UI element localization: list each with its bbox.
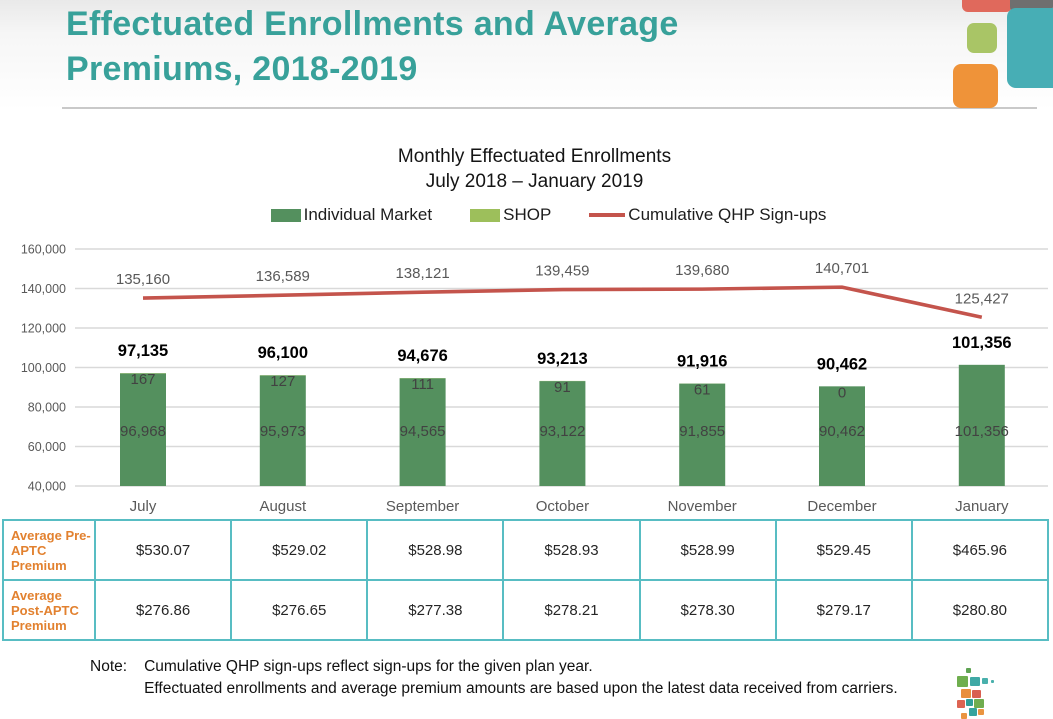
shop-swatch-icon bbox=[470, 209, 500, 222]
shop-value-label: 91 bbox=[554, 378, 571, 396]
x-axis-label: November bbox=[667, 498, 737, 515]
premium-table bbox=[2, 519, 1049, 641]
bar-total-label: 96,100 bbox=[257, 344, 309, 363]
page-title-line1: Effectuated Enrollments and Average bbox=[66, 5, 679, 43]
row-header-post-aptc: Average Post-APTC Premium bbox=[3, 580, 95, 640]
decor-square bbox=[966, 699, 973, 706]
pre-aptc-september: $528.98 bbox=[367, 520, 503, 580]
line-value-label: 140,701 bbox=[814, 260, 870, 278]
decor-square bbox=[982, 678, 988, 684]
decor-square bbox=[974, 699, 984, 708]
pre-aptc-july: $530.07 bbox=[95, 520, 231, 580]
pre-aptc-august: $529.02 bbox=[231, 520, 367, 580]
chart-legend bbox=[22, 205, 1053, 225]
decor-square bbox=[961, 689, 971, 698]
y-axis-tick: 40,000 bbox=[27, 479, 66, 494]
decor-square bbox=[957, 676, 968, 687]
y-axis-tick: 100,000 bbox=[20, 361, 66, 375]
decor-square bbox=[953, 64, 998, 108]
post-aptc-december: $279.17 bbox=[776, 580, 912, 640]
individual-market-value-label: 91,855 bbox=[679, 423, 726, 440]
title-underline bbox=[62, 107, 1037, 109]
pre-aptc-december: $529.45 bbox=[776, 520, 912, 580]
y-axis-tick: 160,000 bbox=[20, 242, 66, 257]
post-aptc-september: $277.38 bbox=[367, 580, 503, 640]
shop-value-label: 167 bbox=[130, 371, 156, 389]
line-value-label: 125,427 bbox=[954, 290, 1009, 308]
footnote-text bbox=[144, 656, 898, 700]
bar-total-label: 97,135 bbox=[117, 342, 169, 361]
cumulative-line-swatch-icon bbox=[589, 213, 625, 217]
legend-label-individual-market: Individual Market bbox=[303, 205, 433, 224]
bar-total-label: 91,916 bbox=[676, 352, 728, 371]
shop-value-label: 127 bbox=[270, 373, 296, 391]
pre-aptc-january: $465.96 bbox=[912, 520, 1048, 580]
shop-value-label: 111 bbox=[411, 376, 435, 394]
line-value-label: 136,589 bbox=[255, 268, 310, 286]
individual-market-value-label: 90,462 bbox=[819, 423, 865, 440]
x-axis-label: August bbox=[259, 498, 307, 515]
y-axis-tick: 140,000 bbox=[20, 282, 66, 296]
decor-square bbox=[1007, 8, 1053, 88]
pre-aptc-november: $528.99 bbox=[640, 520, 776, 580]
chart-title-line2: July 2018 – January 2019 bbox=[425, 171, 644, 192]
bar-total-label: 93,213 bbox=[537, 349, 588, 368]
legend-item-shop bbox=[470, 205, 551, 225]
x-axis-label: October bbox=[535, 498, 590, 515]
table-row-pre-aptc bbox=[3, 520, 1048, 580]
footnote-line2: Effectuated enrollments and average premium amounts are based upon the latest data received from carriers. bbox=[144, 680, 898, 697]
footnote-label: Note: bbox=[90, 658, 128, 675]
shop-value-label: 61 bbox=[693, 381, 711, 399]
table-row-post-aptc bbox=[3, 580, 1048, 640]
individual-market-value-label: 93,122 bbox=[539, 423, 586, 440]
pre-aptc-october: $528.93 bbox=[503, 520, 639, 580]
x-axis-label: January bbox=[955, 498, 1009, 515]
page-title-line2: Premiums, 2018-2019 bbox=[66, 50, 418, 88]
x-axis-label: September bbox=[385, 498, 460, 515]
line-value-label: 135,160 bbox=[115, 271, 171, 289]
chart-title bbox=[8, 144, 1053, 194]
footnote bbox=[90, 656, 898, 700]
bar-total-label: 94,676 bbox=[397, 347, 448, 366]
post-aptc-october: $278.21 bbox=[503, 580, 639, 640]
decor-square bbox=[962, 0, 1012, 12]
shop-value-label: 0 bbox=[837, 384, 847, 402]
y-axis-tick: 60,000 bbox=[27, 440, 66, 454]
chart-title-line1: Monthly Effectuated Enrollments bbox=[397, 146, 672, 167]
decor-square bbox=[957, 700, 965, 708]
decor-square bbox=[966, 668, 971, 673]
line-value-label: 139,680 bbox=[675, 262, 730, 280]
post-aptc-july: $276.86 bbox=[95, 580, 231, 640]
cumulative-qhp-line bbox=[143, 287, 982, 317]
individual-market-value-label: 95,973 bbox=[259, 423, 306, 440]
decor-square bbox=[970, 677, 980, 686]
individual-market-value-label: 96,968 bbox=[120, 423, 166, 440]
individual-market-value-label: 94,565 bbox=[399, 423, 446, 440]
legend-item-individual-market bbox=[271, 205, 433, 225]
line-value-label: 139,459 bbox=[535, 262, 590, 280]
enrollment-chart bbox=[0, 238, 1053, 528]
legend-label-shop: SHOP bbox=[503, 205, 552, 224]
individual-market-value-label: 101,356 bbox=[954, 423, 1009, 440]
individual-market-swatch-icon bbox=[271, 209, 301, 222]
decor-square bbox=[978, 709, 984, 715]
row-header-pre-aptc: Average Pre-APTC Premium bbox=[3, 520, 95, 580]
decor-square bbox=[961, 713, 967, 719]
line-value-label: 138,121 bbox=[395, 265, 450, 283]
y-axis-tick: 80,000 bbox=[27, 400, 66, 415]
decor-square bbox=[991, 680, 994, 683]
decor-square bbox=[967, 23, 997, 53]
y-axis-tick: 120,000 bbox=[20, 321, 66, 336]
post-aptc-january: $280.80 bbox=[912, 580, 1048, 640]
x-axis-label: December bbox=[807, 498, 877, 515]
post-aptc-august: $276.65 bbox=[231, 580, 367, 640]
legend-label-cumulative-qhp: Cumulative QHP Sign-ups bbox=[628, 205, 827, 224]
footnote-line1: Cumulative QHP sign-ups reflect sign-ups for the given plan year. bbox=[144, 658, 593, 675]
post-aptc-november: $278.30 bbox=[640, 580, 776, 640]
decor-square bbox=[969, 708, 977, 716]
bar-total-label: 101,356 bbox=[951, 333, 1012, 352]
page-title bbox=[66, 2, 679, 92]
bar-total-label: 90,462 bbox=[816, 355, 868, 374]
x-axis-label: July bbox=[129, 498, 157, 515]
legend-item-cumulative-qhp bbox=[589, 205, 826, 225]
decor-square bbox=[972, 690, 981, 698]
